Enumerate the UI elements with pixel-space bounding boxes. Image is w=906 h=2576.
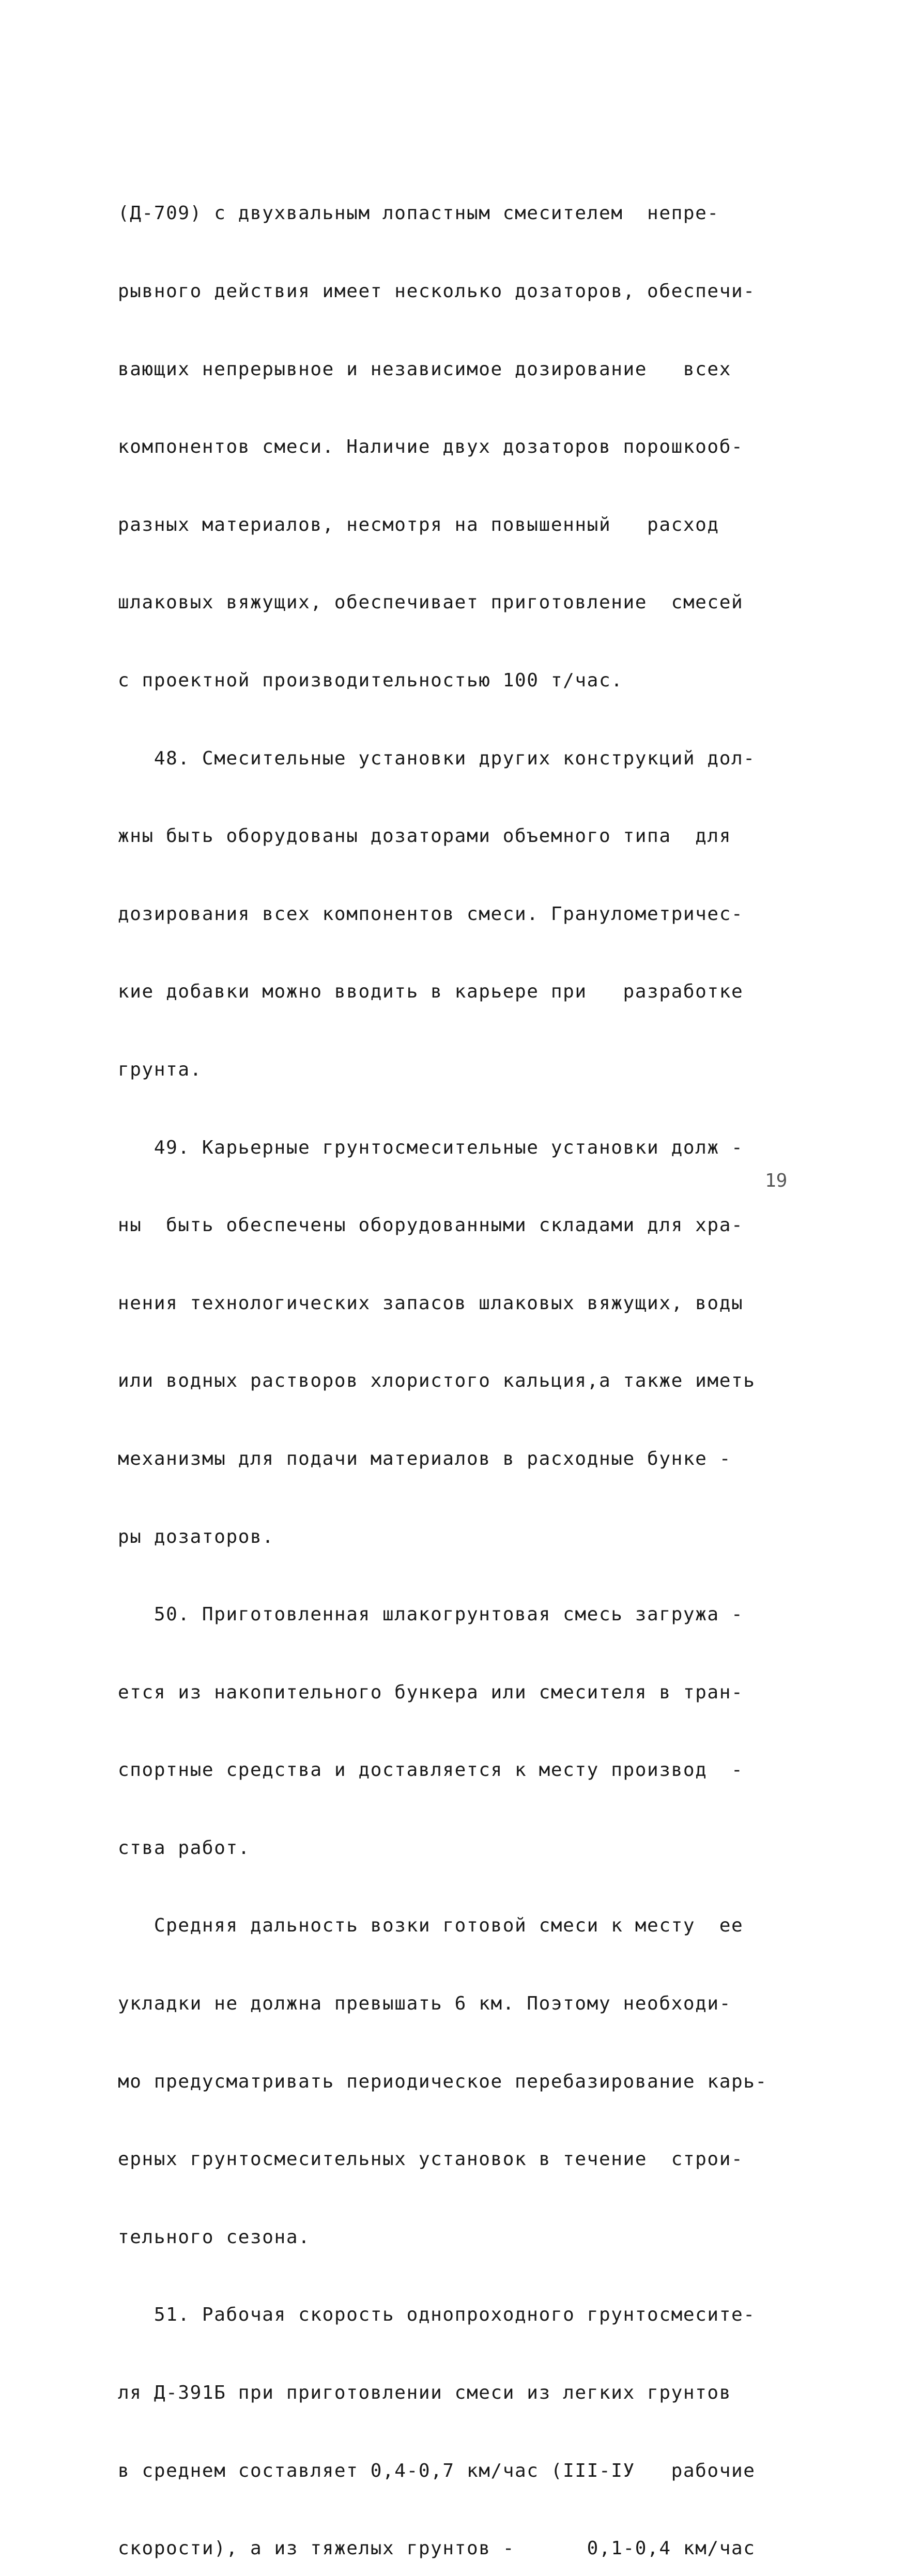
text-line: ля Д-391Б при приготовлении смеси из легких грунтов: [118, 2382, 731, 2404]
text-line: ры дозаторов.: [118, 1526, 274, 1547]
text-line: ства работ.: [118, 1837, 251, 1859]
text-line: ерных грунтосмесительных установок в течение строи-: [118, 2149, 744, 2170]
text-line: тельного сезона.: [118, 2226, 311, 2248]
text-line: нения технологических запасов шлаковых вяжущих, воды: [118, 1292, 744, 1314]
text-line: вающих непрерывное и независимое дозирование всех: [118, 358, 731, 380]
text-line: шлаковых вяжущих, обеспечивает приготовление смесей: [118, 592, 744, 614]
text-line: в среднем составляет 0,4-0,7 км/час (III-IУ рабочие: [118, 2460, 756, 2481]
text-line: спортные средства и доставляется к месту производ -: [118, 1759, 744, 1781]
page-number: 19: [765, 1170, 788, 1191]
text-line: рывного действия имеет несколько дозаторов, обеспечи-: [118, 281, 756, 302]
text-line: разных материалов, несмотря на повышенный расход: [118, 514, 719, 535]
text-line: Средняя дальность возки готовой смеси к месту ее: [118, 1915, 744, 1937]
text-line: укладки не должна превышать 6 км. Поэтому необходи-: [118, 1993, 731, 2015]
text-line: 48. Смесительные установки других конструкций дол-: [118, 747, 756, 769]
text-line: или водных растворов хлористого кальция,а также иметь: [118, 1370, 756, 1392]
text-line: ны быть обеспечены оборудованными складами для хра-: [118, 1215, 744, 1236]
text-line: мо предусматривать периодическое перебазирование карь-: [118, 2071, 767, 2092]
text-line: (Д-709) с двухвальным лопастным смесителем непре-: [118, 203, 719, 224]
text-line: жны быть оборудованы дозаторами объемного типа для: [118, 825, 731, 847]
text-line: ется из накопительного бункера или смесителя в тран-: [118, 1681, 744, 1703]
text-line: скорости), а из тяжелых грунтов - 0,1-0,4 км/час: [118, 2538, 756, 2559]
text-line: кие добавки можно вводить в карьере при разработке: [118, 981, 744, 1003]
text-line: 51. Рабочая скорость однопроходного грунтосмесите-: [118, 2304, 756, 2326]
text-line: дозирования всех компонентов смеси. Гранулометричес-: [118, 903, 744, 925]
body-text: [118, 149, 796, 2576]
text-line: 49. Карьерные грунтосмесительные установки долж -: [118, 1137, 744, 1158]
text-line: компонентов смеси. Наличие двух дозаторов порошкооб-: [118, 436, 744, 458]
text-line: с проектной производительностью 100 т/час.: [118, 669, 623, 691]
text-line: грунта.: [118, 1059, 202, 1080]
text-line: 50. Приготовленная шлакогрунтовая смесь загружа -: [118, 1604, 744, 1626]
text-line: механизмы для подачи материалов в расходные бунке -: [118, 1448, 731, 1469]
